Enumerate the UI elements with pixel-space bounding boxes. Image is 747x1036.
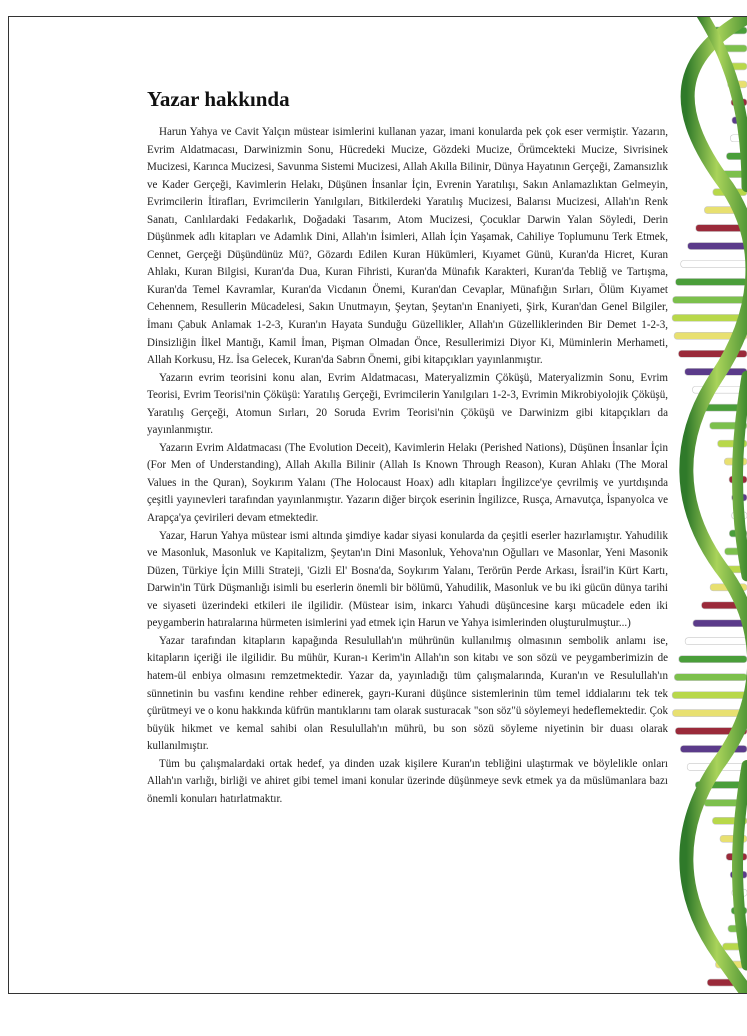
- helix-rung: [673, 710, 747, 717]
- page-frame: [8, 16, 747, 994]
- helix-rung: [679, 656, 747, 663]
- helix-rung: [685, 638, 747, 645]
- paragraph-3: Yazarın Evrim Aldatmacası (The Evolution Deceit), Kavimlerin Helakı (Perished Nations), Düşünen İnsanlar İçin (For Men of Understanding), Allah Akılla Bilinir (Allah Is Known Through Reason), Kuran Ahlakı (The Moral Values in the Quran), Soykırım Yalanı (The Holocaust Hoax) adlı kitapları İngilizce'ye çevrilmiş ve yurtdışında çeşitli yayınevleri tarafından yayınlanmıştır. Yazarın diğer birçok eserinin İngilizce, Rusça, Arnavutça, İspanyolca ve Arapça'ya çevirileri devam etmektedir.: [147, 441, 668, 525]
- dna-helix-decoration: [657, 17, 747, 993]
- about-author-section: [147, 87, 668, 808]
- helix-rung: [676, 278, 747, 285]
- helix-rung: [688, 243, 747, 250]
- section-title: Yazar hakkında: [147, 87, 290, 111]
- paragraph-2: Yazarın evrim teorisini konu alan, Evrim Aldatmacası, Materyalizmin Çöküşü, Materyalizmin Sonu, Evrim Teorisi, Evrim Teorisi'nin Çöküşü: Yaratılış Gerçeği, Evrimcilerin Yanılgıları 1-2-3, Evrimin Mikrobiyolojik Çöküşü, Yaratılış Gerçeği, Atomun Sırları, 20 Soruda Evrim Teorisi'nin Çöküşü ve Darwinizm gibi kitapçıkları da yayınlanmıştır.: [147, 371, 668, 437]
- paragraph-1: Harun Yahya ve Cavit Yalçın müstear isimlerini kullanan yazar, imani konularda pek çok eser vermiştir. Yazarın, Evrim Aldatmacası, Darwinizmin Sonu, Hücredeki Mucize, Gözdeki Mucize, Örümcekteki Mucize, Sivrisinek Mucizesi, Karınca Mucizesi, Savunma Sistemi Mucizesi, Allah Akılla Bilinir, Dünya Hayatının Gerçeği, Zamansızlık ve Kader Gerçeği, Kavimlerin Helakı, Düşünen İnsanlar İçin, Evrenin Yaratılışı, Sakın Anlamazlıktan Gelmeyin, Evrimcilerin İtirafları, Evrimcilerin Yanılgıları, Bitkilerdeki Yaratılış Mucizesi, Balarısı Mucizesi, Allah'ın Renk Sanatı, Canlılardaki Fedakarlık, Doğadaki Tasarım, Atom Mucizesi, Çocuklar Darwin Yalan Söyledi, Derin Düşünmek adlı kitapları ve Adamlık Dini, Allah'ın İsimleri, Allah İçin Yaşamak, Cahiliye Toplumunu Terk Etmek, Cennet, Gerçeği Düşündünüz Mü?, Gözardı Edilen Kuran Hükümleri, Kıyamet Günü, Kuran'da Hicret, Kuran Ahlakı, Kuran Bilgisi, Kuran'da Dua, Kuran Fihristi, Kuran'da Münafık Karakteri, Kuran'da Tebliğ ve Tartışma, Kuran'da Temel Kavramlar, Kuran'da Vicdanın Önemi, Kuran'dan Cevaplar, Münafığın Sırları, Ölüm Kıyamet Cehennem, Resullerin Mücadelesi, Sakın Unutmayın, Şeytan, Şeytan'ın Enaniyeti, Şirk, Kuran'dan Genel Bilgiler, İmanı Çabuk Anlamak 1-2-3, Kuran'ın Hayata Sunduğu Güzellikler, Allah'ın Güzelliklerinden Bir Demet 1-2-3, Dinsizliğin İlkel Mantığı, Kamil İman, Pişman Olmadan Önce, Resullerimizi Diyor Ki, Müminlerin Merhameti, Allah Korkusu, Hz. İsa Gelecek, Kuran'da Sabrın Önemi, gibi kitapçıkları yayınlanmıştır.: [147, 126, 668, 367]
- paragraph-5: Yazar tarafından kitapların kapağında Resulullah'ın mührünün kullanılmış olmasının sembolik anlamı ise, kitapların içeriği ile ilgilidir. Bu mühür, Kuran-ı Kerim'in Allah'ın son kitabı ve son sözü ve peygamberimizin de hatem-ül enbiya olmasını remzetmektedir. Yazar da, yayınladığı tüm çalışmalarında, Kuran'ın ve Resulullah'ın sünnetinin bu vasfını kendine rehber edinerek, gayrı-Kurani düşünce sistemlerinin tüm temel iddialarını tek tek çürütmeyi ve o konu hakkında küfrün mantıklarını tam olarak susturacak "son söz"ü söylemeyi hedeflemektedir. Çok büyük hikmet ve kemal sahibi olan Resulullah'ın mührü, bu son sözü söyleme niyetinin bir duası olarak kullanılmıştır.: [147, 634, 668, 753]
- paragraph-4: Yazar, Harun Yahya müstear ismi altında şimdiye kadar siyasi konularda da çeşitli eserler hazırlamıştır. Yahudilik ve Masonluk, Masonluk ve Kapitalizm, Şeytan'ın Dini Masonluk, Yehova'nın Oğulları ve Masonlar, Yeni Masonik Düzen, Türkiye İçin Milli Strateji, 'Gizli El' Bosna'da, Soykırım Yalanı, Terörün Perde Arkası, İsrail'in Kürt Kartı, Darwin'in Türk Düşmanlığı isimli bu eserlerin önemli bir bölümü, Yahudilik, Masonluk ve bu iki gücün dünya tarihi ve siyaseti üzerindeki etkileri ile ilgilidir. (Müstear isim, inkarcı Yahudi düşüncesine karşı mücadele eden iki peygamberin hatıralarına hürmeten isimlerini yad etmek için Harun ve Yahya isimlerinden oluşturulmuştur...): [147, 529, 668, 630]
- helix-rung: [673, 296, 747, 303]
- helix-rung: [674, 674, 747, 681]
- helix-rung: [672, 314, 747, 321]
- helix-rung: [681, 261, 747, 268]
- body-text: [147, 124, 668, 808]
- helix-rung: [693, 620, 747, 627]
- paragraph-6: Tüm bu çalışmalardaki ortak hedef, ya dinden uzak kişilere Kuran'ın tebliğini ulaştırmak ve böylelikle onları Allah'ın varlığı, birliği ve ahiret gibi temel imani konular üzerinde düşünmeye sevk etmek ya da müslümanlara bazı önemli konuları hatırlatmaktır.: [147, 757, 668, 805]
- helix-rung: [672, 692, 747, 699]
